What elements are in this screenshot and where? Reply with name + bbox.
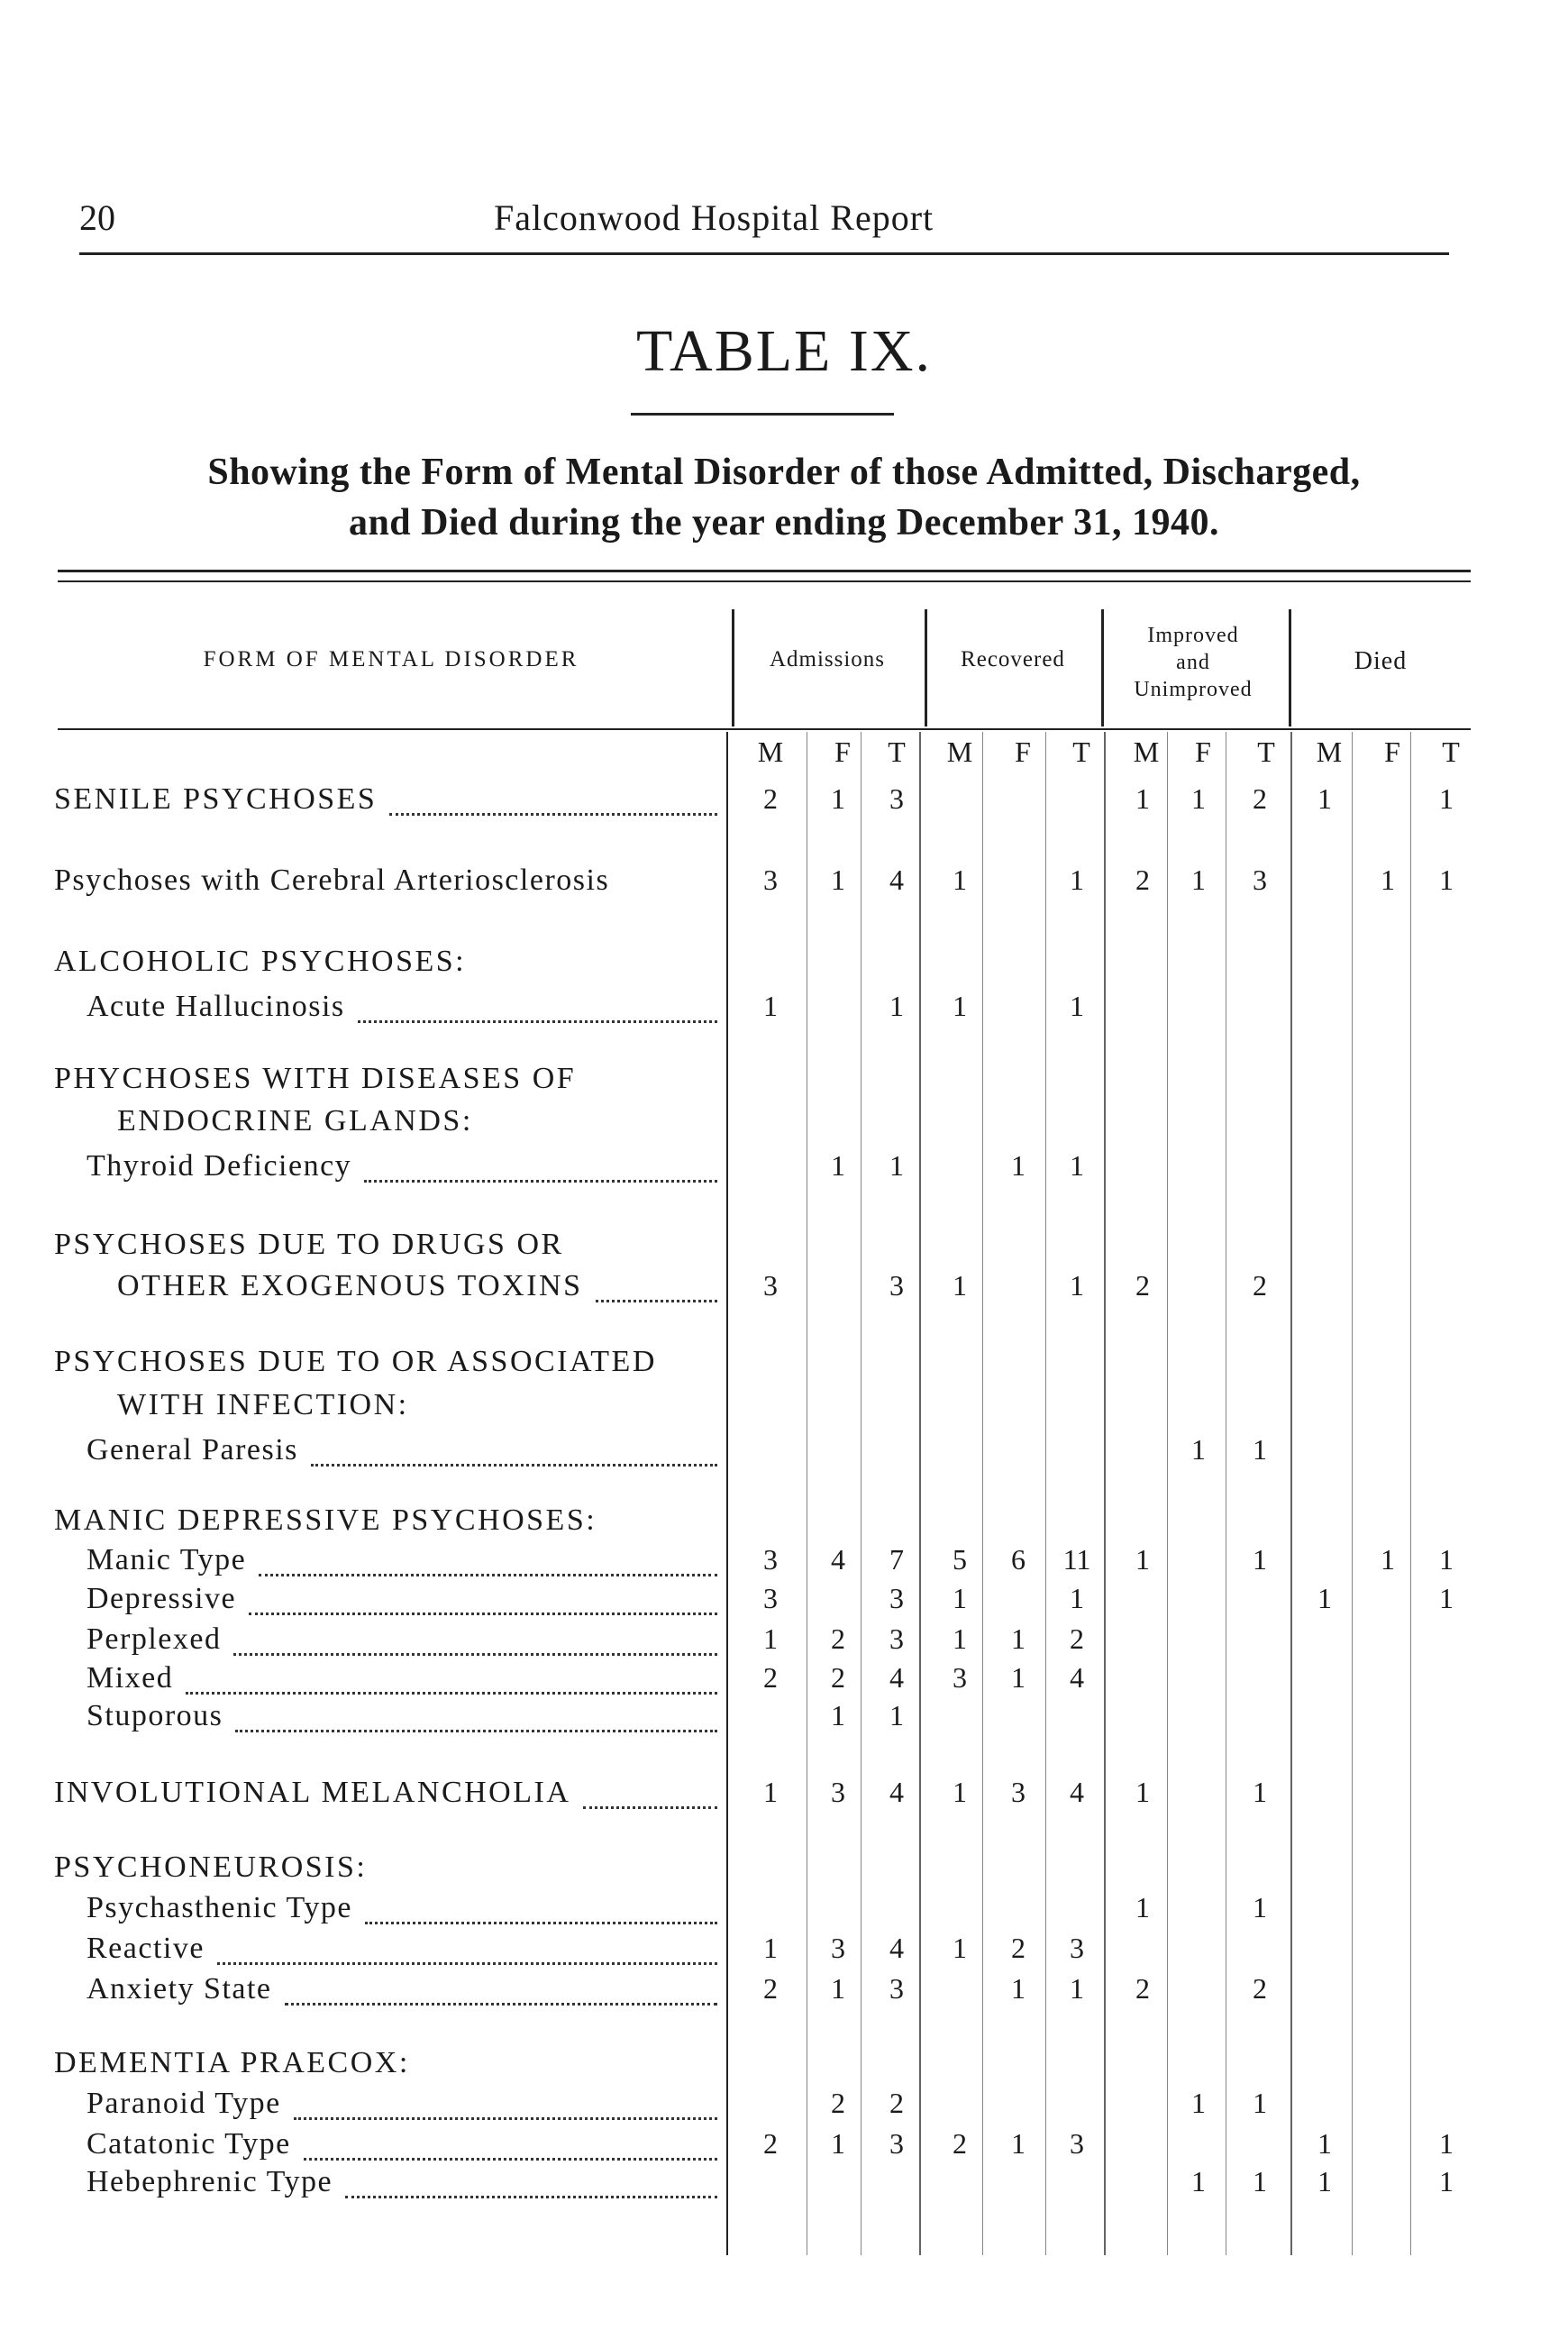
row-label: Mixed xyxy=(87,1661,174,1695)
table-cell: 1 xyxy=(763,990,778,1022)
running-head: Falconwood Hospital Report xyxy=(494,197,934,238)
row-label: SENILE PSYCHOSES xyxy=(54,782,378,816)
table-cell: 1 xyxy=(1191,1433,1206,1466)
table-cell: 2 xyxy=(1135,1972,1150,2005)
table-cell: 1 xyxy=(1070,990,1084,1022)
table-cell: 3 xyxy=(953,1661,967,1694)
table-cell: 2 xyxy=(1253,1972,1267,2005)
table-cell: 4 xyxy=(889,1661,904,1694)
table-cell: 1 xyxy=(1439,1582,1454,1614)
row-label: DEMENTIA PRAECOX: xyxy=(54,2046,410,2079)
table-cell: 3 xyxy=(831,1932,845,1964)
row-label: INVOLUTIONAL MELANCHOLIA xyxy=(54,1776,571,1809)
table-cell: 5 xyxy=(953,1543,967,1576)
row-label: ENDOCRINE GLANDS: xyxy=(117,1104,473,1138)
table-cell: 3 xyxy=(1070,2127,1084,2160)
table-cell: 3 xyxy=(889,1622,904,1655)
dot-leader xyxy=(294,2117,717,2120)
row-label: Hebephrenic Type xyxy=(87,2165,333,2198)
recovered-m-header: M xyxy=(946,736,973,768)
table-cell: 1 xyxy=(953,863,967,896)
table-cell: 4 xyxy=(831,1543,845,1576)
row-label: Catatonic Type xyxy=(87,2127,291,2161)
row-label: Manic Type xyxy=(87,1543,247,1576)
dot-leader xyxy=(285,2003,717,2006)
table-cell: 1 xyxy=(1011,1622,1026,1655)
admissions-f-header: F xyxy=(834,736,851,768)
table-cell: 3 xyxy=(763,1543,778,1576)
table-cell: 1 xyxy=(831,2127,845,2160)
subtitle-line-1: Showing the Form of Mental Disorder of those Admitted, Discharged, xyxy=(207,452,1361,493)
header-admissions: Admissions xyxy=(769,647,886,672)
table-cell: 1 xyxy=(1317,1582,1332,1614)
header-divider-2 xyxy=(925,609,927,726)
table-cell: 2 xyxy=(1135,863,1150,896)
row-label: Psychoses with Cerebral Arteriosclerosis xyxy=(54,863,610,897)
dot-leader xyxy=(235,1730,717,1732)
dot-leader xyxy=(233,1653,717,1656)
table-cell: 3 xyxy=(831,1776,845,1808)
table-cell: 2 xyxy=(831,2087,845,2119)
header-divider-1 xyxy=(732,609,734,726)
table-cell: 3 xyxy=(1253,863,1267,896)
dot-leader xyxy=(249,1613,717,1615)
body-divider-9 xyxy=(1290,732,1292,2255)
table-cell: 2 xyxy=(1070,1622,1084,1655)
header-divider-4 xyxy=(1289,609,1291,726)
table-cell: 1 xyxy=(1253,2087,1267,2119)
table-cell: 1 xyxy=(831,1699,845,1732)
table-cell: 1 xyxy=(831,1149,845,1182)
table-cell: 1 xyxy=(889,1149,904,1182)
row-label: OTHER EXOGENOUS TOXINS xyxy=(117,1269,583,1302)
table-cell: 1 xyxy=(1070,1582,1084,1614)
table-cell: 1 xyxy=(953,1932,967,1964)
dot-leader xyxy=(365,1922,717,1924)
row-label: PSYCHOSES DUE TO OR ASSOCIATED xyxy=(54,1345,657,1378)
body-divider-7 xyxy=(1167,732,1168,2255)
table-cell: 1 xyxy=(1070,1149,1084,1182)
table-cell: 1 xyxy=(1253,2165,1267,2198)
table-cell: 1 xyxy=(831,1972,845,2005)
subtitle-line-2: and Died during the year ending December 31, 1940. xyxy=(348,502,1220,544)
table-cell: 1 xyxy=(1253,1891,1267,1923)
table-cell: 3 xyxy=(1070,1932,1084,1964)
recovered-t-header: T xyxy=(1072,736,1090,768)
table-cell: 1 xyxy=(763,1932,778,1964)
row-label: General Paresis xyxy=(87,1433,298,1467)
table-cell: 2 xyxy=(953,2127,967,2160)
row-label: Perplexed xyxy=(87,1622,222,1656)
table-cell: 1 xyxy=(1439,782,1454,815)
dot-leader xyxy=(259,1574,717,1576)
dot-leader xyxy=(311,1464,717,1467)
table-top-rule-1 xyxy=(58,570,1471,572)
table-cell: 1 xyxy=(1011,2127,1026,2160)
table-cell: 1 xyxy=(1439,1543,1454,1576)
table-cell: 1 xyxy=(1135,782,1150,815)
table-cell: 1 xyxy=(1439,2127,1454,2160)
row-label: Stuporous xyxy=(87,1699,223,1732)
table-cell: 1 xyxy=(1381,1543,1395,1576)
admissions-t-header: T xyxy=(888,736,906,768)
table-cell: 1 xyxy=(1011,1149,1026,1182)
row-label: ALCOHOLIC PSYCHOSES: xyxy=(54,945,467,978)
table-cell: 1 xyxy=(1191,863,1206,896)
table-cell: 1 xyxy=(1191,2165,1206,2198)
table-cell: 1 xyxy=(1317,2127,1332,2160)
table-cell: 1 xyxy=(1070,1269,1084,1302)
table-cell: 3 xyxy=(889,1972,904,2005)
row-label: Thyroid Deficiency xyxy=(87,1149,352,1183)
table-cell: 3 xyxy=(1011,1776,1026,1808)
dot-leader xyxy=(596,1300,717,1302)
table-cell: 1 xyxy=(1070,1972,1084,2005)
header-recovered: Recovered xyxy=(961,647,1065,672)
table-cell: 1 xyxy=(953,990,967,1022)
table-cell: 1 xyxy=(1011,1661,1026,1694)
table-cell: 1 xyxy=(1070,863,1084,896)
table-cell: 3 xyxy=(763,863,778,896)
header-improved-line1: Improved xyxy=(1147,624,1239,647)
body-divider-4 xyxy=(982,732,983,2255)
header-bottom-rule xyxy=(58,728,1471,730)
table-cell: 1 xyxy=(1253,1433,1267,1466)
table-cell: 1 xyxy=(953,1622,967,1655)
table-cell: 2 xyxy=(1011,1932,1026,1964)
table-cell: 1 xyxy=(889,990,904,1022)
header-improved-line2: and xyxy=(1176,651,1210,674)
header-divider-3 xyxy=(1101,609,1104,726)
row-label: Anxiety State xyxy=(87,1972,272,2006)
body-divider-label xyxy=(726,732,728,2255)
row-label: WITH INFECTION: xyxy=(117,1388,409,1421)
row-label: Psychasthenic Type xyxy=(87,1891,352,1924)
died-m-header: M xyxy=(1316,736,1343,768)
dot-leader xyxy=(304,2158,717,2161)
row-label: PSYCHOSES DUE TO DRUGS OR xyxy=(54,1228,564,1261)
table-cell: 6 xyxy=(1011,1543,1026,1576)
dot-leader xyxy=(217,1962,717,1965)
header-improved-line3: Unimproved xyxy=(1134,678,1253,701)
table-cell: 3 xyxy=(889,1582,904,1614)
table-cell: 1 xyxy=(1439,2165,1454,2198)
dot-leader xyxy=(358,1020,717,1023)
table-cell: 1 xyxy=(1253,1543,1267,1576)
died-f-header: F xyxy=(1384,736,1400,768)
improved-t-header: T xyxy=(1257,736,1275,768)
body-divider-3 xyxy=(919,732,921,2255)
page-number: 20 xyxy=(79,197,115,238)
table-cell: 1 xyxy=(1135,1891,1150,1923)
recovered-f-header: F xyxy=(1015,736,1031,768)
dot-leader xyxy=(389,813,717,816)
table-cell: 4 xyxy=(1070,1776,1084,1808)
table-cell: 3 xyxy=(889,1269,904,1302)
table-cell: 2 xyxy=(763,1661,778,1694)
improved-m-header: M xyxy=(1133,736,1160,768)
table-cell: 2 xyxy=(1253,782,1267,815)
table-cell: 3 xyxy=(889,782,904,815)
table-cell: 2 xyxy=(1253,1269,1267,1302)
table-cell: 1 xyxy=(1253,1776,1267,1808)
header-rule xyxy=(79,252,1449,255)
table-cell: 1 xyxy=(831,863,845,896)
table-cell: 1 xyxy=(889,1699,904,1732)
died-t-header: T xyxy=(1442,736,1460,768)
table-cell: 2 xyxy=(831,1622,845,1655)
title-underline xyxy=(631,413,894,416)
body-divider-10 xyxy=(1352,732,1353,2255)
dot-leader xyxy=(364,1180,717,1183)
table-cell: 1 xyxy=(831,782,845,815)
table-cell: 4 xyxy=(1070,1661,1084,1694)
table-cell: 2 xyxy=(763,782,778,815)
table-cell: 3 xyxy=(763,1269,778,1302)
table-cell: 1 xyxy=(763,1622,778,1655)
improved-f-header: F xyxy=(1195,736,1211,768)
table-cell: 3 xyxy=(763,1582,778,1614)
header-died: Died xyxy=(1354,647,1408,675)
row-label: PSYCHONEUROSIS: xyxy=(54,1850,368,1884)
body-divider-11 xyxy=(1410,732,1411,2255)
dot-leader xyxy=(345,2196,717,2198)
table-cell: 7 xyxy=(889,1543,904,1576)
table-cell: 2 xyxy=(889,2087,904,2119)
row-label: PHYCHOSES WITH DISEASES OF xyxy=(54,1062,577,1095)
table-cell: 1 xyxy=(1439,863,1454,896)
table-cell: 1 xyxy=(953,1582,967,1614)
table-cell: 1 xyxy=(763,1776,778,1808)
table-cell: 4 xyxy=(889,1776,904,1808)
table-cell: 2 xyxy=(763,1972,778,2005)
table-cell: 1 xyxy=(953,1776,967,1808)
table-cell: 1 xyxy=(953,1269,967,1302)
table-cell: 1 xyxy=(1317,782,1332,815)
table-cell: 1 xyxy=(1317,2165,1332,2198)
table-cell: 1 xyxy=(1135,1776,1150,1808)
table-cell: 1 xyxy=(1191,782,1206,815)
dot-leader xyxy=(186,1692,717,1695)
row-label: Paranoid Type xyxy=(87,2087,281,2120)
row-label: MANIC DEPRESSIVE PSYCHOSES: xyxy=(54,1503,597,1537)
table-cell: 1 xyxy=(1381,863,1395,896)
row-label: Acute Hallucinosis xyxy=(87,990,345,1023)
table-cell: 11 xyxy=(1062,1543,1091,1576)
table-cell: 2 xyxy=(1135,1269,1150,1302)
table-cell: 1 xyxy=(1135,1543,1150,1576)
table-top-rule-2 xyxy=(58,580,1471,582)
table-cell: 3 xyxy=(889,2127,904,2160)
table-title: TABLE IX. xyxy=(636,318,932,384)
row-label: Depressive xyxy=(87,1582,237,1615)
table-cell: 4 xyxy=(889,1932,904,1964)
table-cell: 2 xyxy=(831,1661,845,1694)
table-cell: 1 xyxy=(1191,2087,1206,2119)
header-form-of-mental-disorder: FORM OF MENTAL DISORDER xyxy=(203,647,579,672)
table-cell: 2 xyxy=(763,2127,778,2160)
row-label: Reactive xyxy=(87,1932,205,1965)
body-divider-6 xyxy=(1104,732,1106,2255)
admissions-m-header: M xyxy=(757,736,784,768)
body-divider-5 xyxy=(1045,732,1046,2255)
table-cell: 4 xyxy=(889,863,904,896)
dot-leader xyxy=(583,1806,717,1809)
table-cell: 1 xyxy=(1011,1972,1026,2005)
